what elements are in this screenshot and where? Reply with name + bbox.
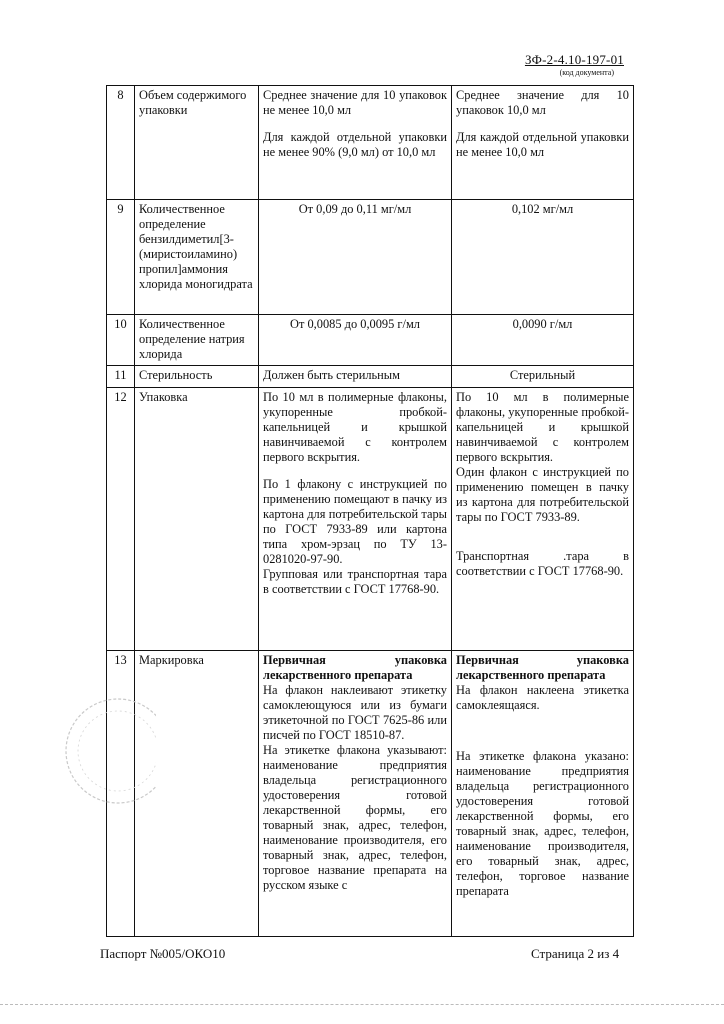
actual-heading: Первичная упаковка лекарственного препарата [456,653,629,682]
requirement-heading: Первичная упаковка лекарственного препарата [263,653,447,682]
document-code-caption: (код документа) [559,68,614,77]
row-actual [452,651,634,937]
table-row [107,651,634,937]
actual-paragraph: Для каждой отдельной упаковки не менее 10,0 мл [456,130,629,159]
passport-number: Паспорт №005/ОКО10 [100,946,226,961]
actual-paragraph: Среднее значение для 10 упаковок 10,0 мл [456,88,629,117]
row-requirement [259,86,452,200]
requirement-paragraph: Среднее значение для 10 упаковок не менее 10,0 мл [263,88,447,117]
row-name: Количественное определение бензилдиметил[3-(миристоиламино) пропил]аммония хлорида моногидрата [135,200,259,315]
row-requirement [259,651,452,937]
row-number: 9 [107,200,135,315]
actual-paragraph: На флакон наклеена этикетка самоклеящаяся. [456,683,629,712]
document-code: ЗФ-2-4.10-197-01 [524,52,624,67]
row-number: 10 [107,315,135,366]
row-requirement: От 0,0085 до 0,0095 г/мл [259,315,452,366]
row-name: Маркировка [135,651,259,937]
row-requirement: От 0,09 до 0,11 мг/мл [259,200,452,315]
row-name: Упаковка [135,388,259,651]
requirement-paragraph: На флакон наклеивают этикетку самоклеющуюся или из бумаги этикеточной по ГОСТ 7625-86 или писчей по ГОСТ 18510-87. [263,683,447,742]
row-name: Количественное определение натрия хлорида [135,315,259,366]
row-number: 8 [107,86,135,200]
row-actual: Стерильный [452,366,634,388]
requirement-paragraph: Для каждой отдельной упаковки не менее 90% (9,0 мл) от 10,0 мл [263,130,447,159]
row-requirement [259,388,452,651]
row-name: Стерильность [135,366,259,388]
table-row [107,388,634,651]
row-number: 13 [107,651,135,937]
row-actual [452,388,634,651]
table-row [107,200,634,315]
requirement-paragraph: На этикетке флакона указывают: наименование предприятия владельца регистрационного удостоверения готовой лекарственной формы, его товарный знак, адрес, телефон, наименование производителя, его товарный знак, адрес, телефон, торговое название препарата на русском языке с [263,743,447,892]
bottom-scan-line [0,1004,724,1005]
requirement-paragraph: По 10 мл в полимерные флаконы, укупоренные пробкой-капельницей и крышкой навинчиваемой с контролем первого вскрытия. [263,390,447,464]
actual-paragraph: По 10 мл в полимерные флаконы, укупоренные пробкой-капельницей и крышкой навинчиваемой с контролем первого вскрытия. [456,390,629,464]
specification-table [106,85,634,937]
actual-paragraph: Один флакон с инструкцией по применению помещен в пачку из картона для потребительской тары по ГОСТ 7933-89. [456,465,629,524]
page-number: Страница 2 из 4 [531,946,620,961]
row-actual: 0,102 мг/мл [452,200,634,315]
row-requirement: Должен быть стерильным [259,366,452,388]
actual-paragraph: На этикетке флакона указано: наименование предприятия владельца регистрационного удостоверения готовой лекарственной формы, его товарный знак, адрес, телефон, наименование производителя, его товарный знак, адрес, телефон, торговое название препарата [456,749,629,898]
row-actual [452,86,634,200]
row-name: Объем содержимого упаковки [135,86,259,200]
requirement-paragraph: По 1 флакону с инструкцией по применению помещают в пачку из картона для потребительской тары по ГОСТ 7933-89 или картона типа хром-эрзац по ТУ 13-0281020-97-90. [263,477,447,566]
table-row [107,315,634,366]
row-number: 12 [107,388,135,651]
row-actual: 0,0090 г/мл [452,315,634,366]
document-code-block [525,52,624,77]
table-row [107,86,634,200]
row-number: 11 [107,366,135,388]
table-row [107,366,634,388]
faded-stamp [56,686,156,816]
requirement-paragraph: Групповая или транспортная тара в соответствии с ГОСТ 17768-90. [263,567,447,596]
actual-paragraph: Транспортная .тара в соответствии с ГОСТ 17768-90. [456,549,629,578]
